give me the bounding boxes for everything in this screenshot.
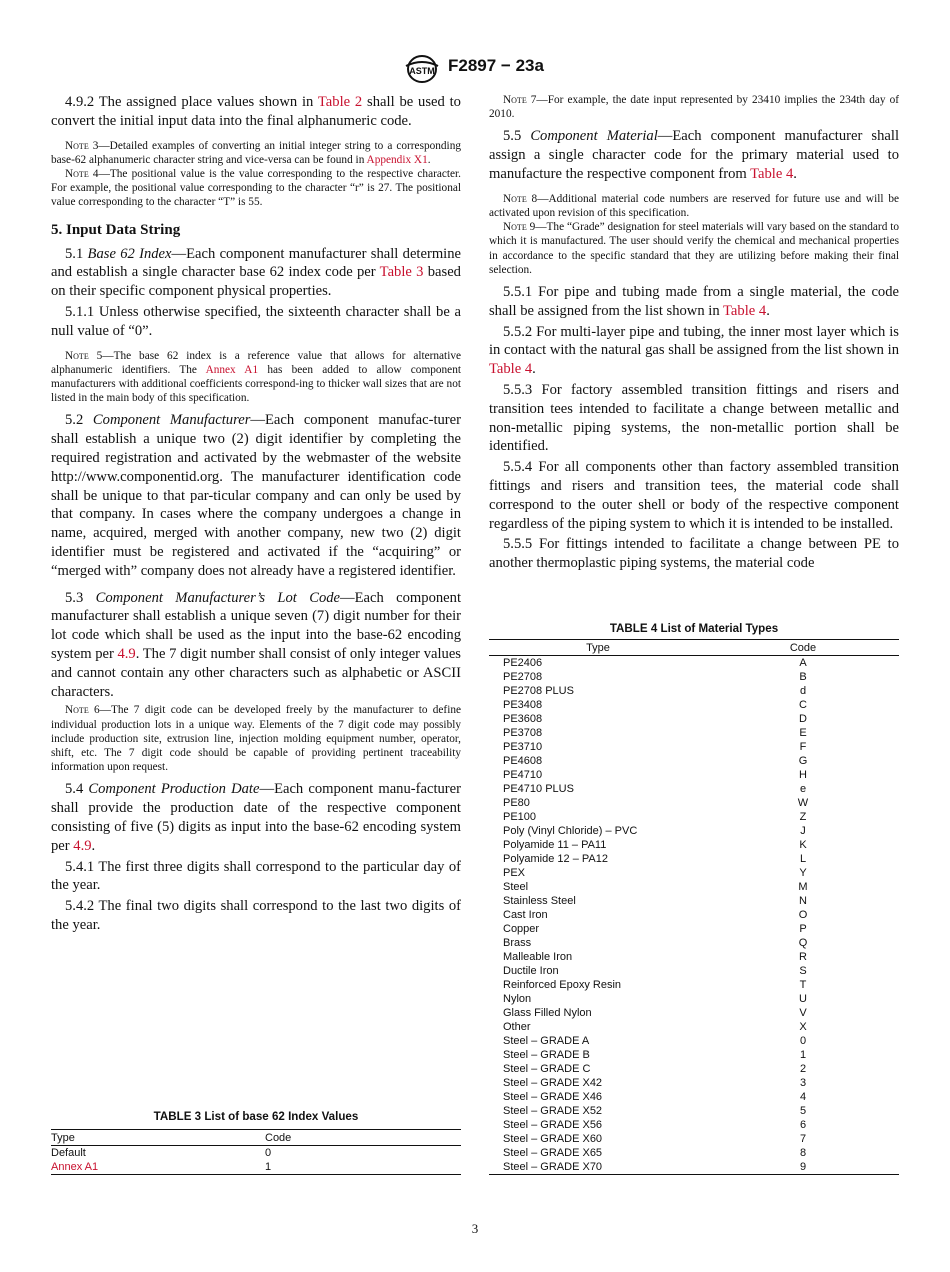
material-type-cell: PE2708 xyxy=(503,671,543,683)
table-row xyxy=(489,1104,899,1118)
table-row: Default 0 xyxy=(51,1147,272,1159)
material-type-cell: PE3408 xyxy=(503,699,543,711)
table-3-block xyxy=(51,1110,461,1175)
material-code-cell: 7 xyxy=(799,1133,807,1145)
material-code-cell: 1 xyxy=(799,1049,807,1061)
astm-logo-icon xyxy=(404,54,440,84)
material-type-cell: Stainless Steel xyxy=(503,895,576,907)
table-row xyxy=(489,754,899,768)
material-type-cell: PE2406 xyxy=(503,657,543,669)
table-4 xyxy=(489,639,899,1175)
note-6: Note 6—The 7 digit code can be developed freely by the manufacturer to define individual production lots in a unique way. Elements of the 7 digit code may possibly include production site, extrusion line, injection molding equipment number, operator, shift, etc. The 7 digit code should be capable of providing pertinent traceability information upon request. xyxy=(51,704,461,774)
material-code-cell: 3 xyxy=(799,1077,807,1089)
material-code-cell: T xyxy=(799,979,807,991)
table-row xyxy=(489,726,899,740)
para-5-4-1: 5.4.1 The first three digits shall correspond to the particular day of the year. xyxy=(51,858,461,894)
para-5-5: 5.5 Component Material—Each component manufacturer shall assign a single character code for the primary material used to manufacture the respective component from Table 4. xyxy=(489,128,899,182)
material-type-cell: Malleable Iron xyxy=(503,951,573,963)
material-code-cell: D xyxy=(799,713,807,725)
table-row xyxy=(489,1090,899,1104)
material-code-cell: A xyxy=(799,657,807,669)
table-row xyxy=(489,922,899,936)
section-5-heading: 5. Input Data String xyxy=(51,221,181,238)
document-id: F2897 − 23a xyxy=(448,56,544,75)
table-row xyxy=(489,838,899,852)
table-row xyxy=(489,684,899,698)
material-code-cell: 2 xyxy=(799,1063,807,1075)
table-row xyxy=(489,768,899,782)
table-row xyxy=(489,852,899,866)
note-8: Note 8—Additional material code numbers are reserved for future use and will be activated upon revision of this specification. xyxy=(489,192,899,219)
material-type-cell: Steel – GRADE X52 xyxy=(503,1105,603,1117)
table-row xyxy=(489,824,899,838)
table-row xyxy=(489,992,899,1006)
material-type-cell: Ductile Iron xyxy=(503,965,559,977)
para-5-3: 5.3 Component Manufacturer’s Lot Code—Each component manufacturer shall establish a unique seven (7) digit number for their lot code which shall be used as the input into the base-62 encoding system per 4.9. The 7 digit number shall consist of only integer values and cannot contain any other characters such as alphabetic or ASCII characters. xyxy=(51,589,462,700)
material-code-cell: 8 xyxy=(799,1147,807,1159)
material-type-cell: Steel – GRADE X65 xyxy=(503,1147,603,1159)
table-row: Annex A1 1 xyxy=(51,1161,272,1173)
para-5-4: 5.4 Component Production Date—Each component manu-facturer shall provide the production date of the respective component consisting of five (5) digits as input into the base-62 encoding system per 4.9. xyxy=(51,781,462,854)
note-4: Note 4—The positional value is the value corresponding to the respective character. For example, the positional value corresponding to the character “r” is 27. The positional value corresponding to the character “T” is 55. xyxy=(51,168,461,209)
material-code-cell: S xyxy=(799,965,807,977)
material-type-cell: PE2708 PLUS xyxy=(503,685,574,697)
material-type-cell: Copper xyxy=(503,923,540,935)
table-row xyxy=(489,1076,899,1090)
page-header xyxy=(0,54,950,84)
note-5: Note 5—The base 62 index is a reference value that allows for alternative alphanumeric identifiers. The Annex A1 has been added to allow component manufacturers with additional coefficients correspond-ing to thicker wall sizes that are not listed in the main body of this specification. xyxy=(51,349,461,405)
section-4-9-link[interactable]: 4.9 xyxy=(117,645,136,662)
material-code-cell: R xyxy=(799,951,807,963)
annex-a1-row-link[interactable]: Annex A1 xyxy=(51,1161,99,1173)
material-type-cell: Steel – GRADE X46 xyxy=(503,1091,603,1103)
material-type-cell: Steel – GRADE X60 xyxy=(503,1133,603,1145)
material-code-cell: U xyxy=(799,993,807,1005)
para-5-1-1: 5.1.1 Unless otherwise specified, the sixteenth character shall be a null value of “0”. xyxy=(51,304,461,339)
note-7: Note 7—For example, the date input represented by 23410 implies the 234th day of 2010. xyxy=(489,94,899,121)
material-code-cell: 9 xyxy=(799,1161,807,1173)
material-code-cell: H xyxy=(799,769,807,781)
material-code-cell: 0 xyxy=(799,1035,807,1047)
para-5-5-5: 5.5.5 For fittings intended to facilitate a change between PE to another thermoplastic piping systems, the material code xyxy=(489,536,899,572)
para-4-9-2: 4.9.2 The assigned place values shown in Table 2 shall be used to convert the initial input data into the final alphanumeric code. xyxy=(51,94,461,129)
table-4-caption: TABLE 4 List of Material Types xyxy=(609,622,779,635)
table-row xyxy=(489,1034,899,1048)
material-type-cell: PE4710 xyxy=(503,769,543,781)
svg-text:ASTM: ASTM xyxy=(409,66,435,76)
material-code-cell: Z xyxy=(799,811,807,823)
table-row xyxy=(489,712,899,726)
material-code-cell: 6 xyxy=(799,1119,807,1131)
table-row xyxy=(489,698,899,712)
material-type-cell: Steel xyxy=(503,881,529,893)
material-code-cell: O xyxy=(798,909,808,921)
material-type-cell: Steel – GRADE B xyxy=(503,1049,590,1061)
table-row xyxy=(489,880,899,894)
material-type-cell: PE4710 PLUS xyxy=(503,783,574,795)
material-type-cell: Steel – GRADE C xyxy=(503,1063,591,1075)
para-5-5-3: 5.5.3 For factory assembled transition fittings and risers and transition tees intended to facilitate a change between metallic and non-metallic piping systems, the non-metallic portion shall be identified. xyxy=(489,382,899,455)
material-code-cell: V xyxy=(799,1007,807,1019)
table-row xyxy=(489,908,899,922)
material-type-cell: Glass Filled Nylon xyxy=(503,1007,592,1019)
para-5-2: 5.2 Component Manufacturer—Each component manufac-turer shall establish a unique two (2) digit identifier by completing the required registration and activated by the webmaster of the website http://www.componentid.org. The manufacturer identification code shall be unique to that par-ticular company and can only be used by that company. In cases where the company undergoes a change in name, acquired, merged with another company, new two (2) digit identifier must be registered and activated if the “acquiring” or “merged with” company does not already have a registered identifier. xyxy=(51,412,461,579)
table-3 xyxy=(51,1129,461,1175)
material-type-cell: PE3710 xyxy=(503,741,543,753)
material-type-cell: Polyamide 11 – PA11 xyxy=(503,839,607,851)
note-3: Note 3—Detailed examples of converting an initial integer string to a corresponding base-62 alphanumeric character string and vice-versa can be found in Appendix X1. xyxy=(51,139,461,166)
table-row xyxy=(489,810,899,824)
t4-header-code: Code xyxy=(789,641,817,654)
material-type-cell: Other xyxy=(503,1021,531,1033)
material-code-cell: 5 xyxy=(799,1105,807,1117)
material-code-cell: X xyxy=(799,1021,807,1033)
page-number: 3 xyxy=(471,1221,479,1236)
material-code-cell: C xyxy=(799,699,807,711)
material-code-cell: d xyxy=(799,685,807,697)
table-row xyxy=(489,782,899,796)
table-row xyxy=(489,950,899,964)
note-9: Note 9—The “Grade” designation for steel materials will vary based on the standard to which it is manufactured. The user should verify the chemical and mechanical properties in accordance to the specific standard that they are utilizing before making their final selection. xyxy=(489,221,899,276)
para-5-1: 5.1 Base 62 Index—Each component manufacturer shall determine and establish a single character base 62 index code per Table 3 based on their specific component physical properties. xyxy=(51,245,461,300)
material-code-cell: Y xyxy=(799,867,807,879)
table-row xyxy=(489,1020,899,1034)
table-row xyxy=(489,1160,899,1175)
material-type-cell: Poly (Vinyl Chloride) – PVC xyxy=(503,825,638,837)
material-type-cell: Cast Iron xyxy=(503,909,548,921)
table-row xyxy=(489,1146,899,1160)
material-type-cell: PE80 xyxy=(503,797,530,809)
para-5-4-2: 5.4.2 The final two digits shall correspond to the last two digits of the year. xyxy=(51,898,461,933)
table-row xyxy=(489,1132,899,1146)
material-code-cell: G xyxy=(798,755,808,767)
material-code-cell: Q xyxy=(798,937,808,949)
para-5-5-4: 5.5.4 For all components other than factory assembled transition fittings and risers and transition tees, the material code shall correspond to the outer shell or body of the respective component regardless of the piping system to which it is intended to be installed. xyxy=(489,459,899,532)
material-type-cell: PE3708 xyxy=(503,727,543,739)
material-type-cell: Reinforced Epoxy Resin xyxy=(503,979,622,991)
para-5-5-1: 5.5.1 For pipe and tubing made from a single material, the code shall be assigned from the list shown in Table 4. xyxy=(489,284,899,319)
table-row xyxy=(489,894,899,908)
material-type-cell: Steel – GRADE A xyxy=(503,1035,590,1047)
material-code-cell: E xyxy=(799,727,807,739)
table-row xyxy=(489,740,899,754)
material-type-cell: Brass xyxy=(503,937,532,949)
t3-header-type: Type xyxy=(51,1131,75,1144)
right-column xyxy=(489,93,899,575)
material-code-cell: J xyxy=(800,825,806,837)
material-type-cell: Nylon xyxy=(503,993,532,1005)
material-code-cell: e xyxy=(799,783,807,795)
material-type-cell: Steel – GRADE X56 xyxy=(503,1119,603,1131)
table-row xyxy=(489,1006,899,1020)
table-row xyxy=(489,936,899,950)
material-code-cell: N xyxy=(799,895,807,907)
section-4-9-link-2[interactable]: 4.9 xyxy=(73,837,92,854)
table-4-link[interactable]: Table 4 xyxy=(750,166,794,182)
t3-header-code: Code xyxy=(265,1131,292,1144)
table-4-link-2[interactable]: Table 4 xyxy=(723,302,767,319)
material-type-cell: PEX xyxy=(503,867,526,879)
table-3-link[interactable]: Table 3 xyxy=(379,264,424,281)
table-row xyxy=(489,796,899,810)
table-row xyxy=(489,1062,899,1076)
table-row xyxy=(489,1118,899,1132)
material-type-cell: Steel – GRADE X42 xyxy=(503,1077,603,1089)
t4-header-type: Type xyxy=(586,641,610,654)
material-type-cell: PE3608 xyxy=(503,713,543,725)
material-code-cell: F xyxy=(799,741,807,753)
material-code-cell: B xyxy=(799,671,807,683)
table-row xyxy=(489,866,899,880)
table-row xyxy=(489,1048,899,1062)
material-type-cell: PE4608 xyxy=(503,755,543,767)
material-code-cell: L xyxy=(799,853,807,865)
table-3-caption: TABLE 3 List of base 62 Index Values xyxy=(153,1110,359,1123)
appendix-x1-link[interactable]: Appendix X1 xyxy=(366,153,428,166)
material-code-cell: K xyxy=(799,839,807,851)
para-5-5-2: 5.5.2 For multi-layer pipe and tubing, the inner most layer which is in contact with the natural gas shall be assigned from the list shown in Table 4. xyxy=(489,323,899,378)
material-type-cell: PE100 xyxy=(503,811,537,823)
table-row xyxy=(489,656,899,671)
table-row xyxy=(489,978,899,992)
left-column xyxy=(51,93,461,937)
material-code-cell: M xyxy=(798,881,808,893)
table-2-link[interactable]: Table 2 xyxy=(317,94,363,110)
material-type-cell: Steel – GRADE X70 xyxy=(503,1161,603,1173)
material-code-cell: 4 xyxy=(799,1091,807,1103)
table-4-link-3[interactable]: Table 4 xyxy=(489,361,533,378)
material-code-cell: W xyxy=(797,797,809,809)
material-type-cell: Polyamide 12 – PA12 xyxy=(503,853,608,865)
material-code-cell: P xyxy=(799,923,807,935)
table-row xyxy=(489,964,899,978)
annex-a1-link[interactable]: Annex A1 xyxy=(205,363,259,376)
table-row xyxy=(489,670,899,684)
table-4-block xyxy=(489,622,899,1175)
